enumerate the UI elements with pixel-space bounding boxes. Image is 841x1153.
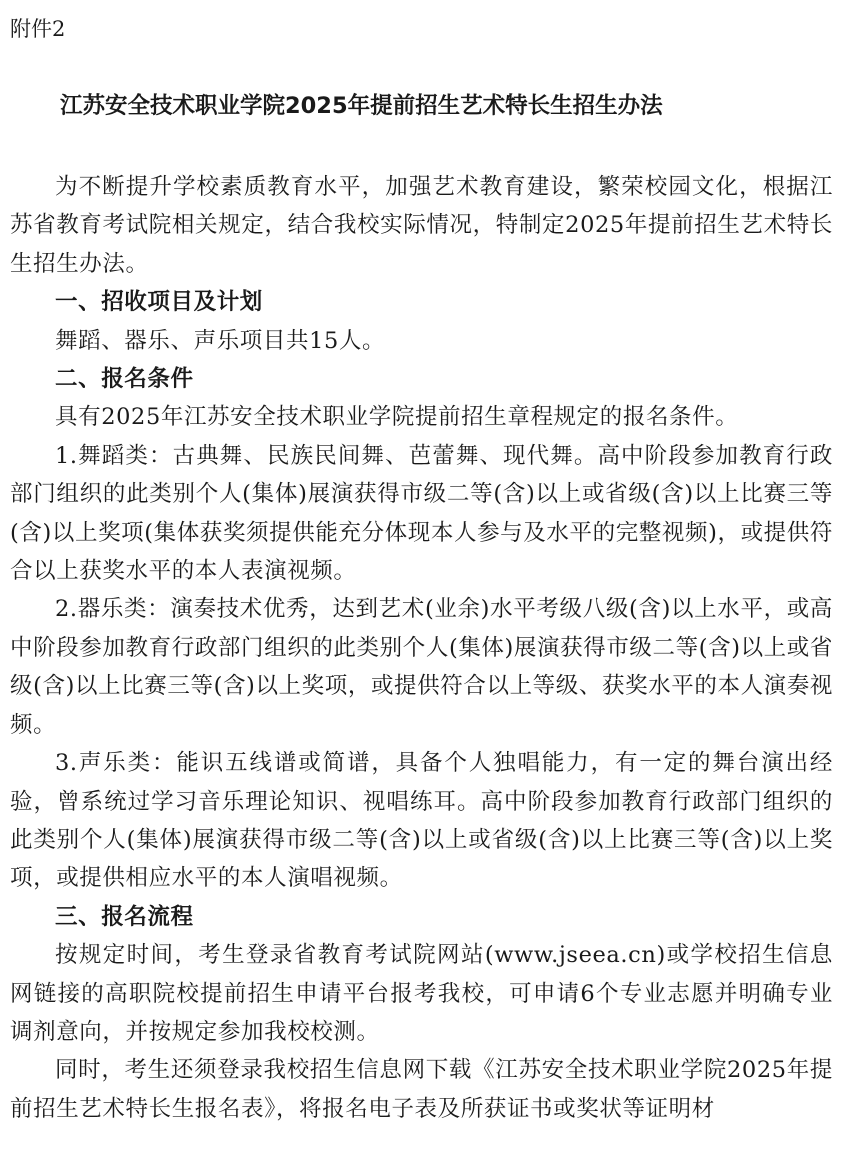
section-heading-process: 三、报名流程 — [55, 903, 194, 930]
process-paragraph-1: 按规定时间，考生登录省教育考试院网站(www.jseea.cn)或学校招生信息网链接的高职院校提前招生申请平台报考我校，可申请6个专业志愿并明确专业调剂意向，并按规定参加我校校测。 — [10, 942, 833, 1045]
plan-paragraph: 舞蹈、器乐、声乐项目共15人。 — [55, 327, 386, 354]
conditions-paragraph: 具有2025年江苏安全技术职业学院提前招生章程规定的报名条件。 — [55, 404, 739, 431]
document-title: 江苏安全技术职业学院2025年提前招生艺术特长生招生办法 — [60, 93, 663, 119]
condition-item-instrumental: 2.器乐类：演奏技术优秀，达到艺术(业余)水平考级八级(含)以上水平，或高中阶段参加教育行政部门组织的此类别个人(集体)展演获得市级二等(含)以上或省级(含)以上比赛三等(含)以上奖项，或提供符合以上等级、获奖水平的本人演奏视频。 — [10, 596, 833, 738]
intro-paragraph: 为不断提升学校素质教育水平，加强艺术教育建设，繁荣校园文化，根据江苏省教育考试院相关规定，结合我校实际情况，特制定2025年提前招生艺术特长生招生办法。 — [10, 174, 833, 277]
section-heading-conditions: 二、报名条件 — [55, 366, 194, 393]
condition-item-dance: 1.舞蹈类：古典舞、民族民间舞、芭蕾舞、现代舞。高中阶段参加教育行政部门组织的此类别个人(集体)展演获得市级二等(含)以上或省级(含)以上比赛三等(含)以上奖项(集体获奖须提供能充分体现本人参与及水平的完整视频)，或提供符合以上获奖水平的本人表演视频。 — [10, 442, 833, 585]
process-paragraph-2: 同时，考生还须登录我校招生信息网下载《江苏安全技术职业学院2025年提前招生艺术特长生报名表》，将报名电子表及所获证书或奖状等证明材 — [10, 1057, 833, 1122]
section-heading-plan: 一、招收项目及计划 — [55, 289, 263, 316]
document-body — [10, 168, 833, 1128]
attachment-label: 附件2 — [10, 17, 66, 41]
condition-item-vocal: 3.声乐类：能识五线谱或简谱，具备个人独唱能力，有一定的舞台演出经验，曾系统过学习音乐理论知识、视唱练耳。高中阶段参加教育行政部门组织的此类别个人(集体)展演获得市级二等(含)以上或省级(含)以上比赛三等(含)以上奖项，或提供相应水平的本人演唱视频。 — [10, 750, 833, 892]
